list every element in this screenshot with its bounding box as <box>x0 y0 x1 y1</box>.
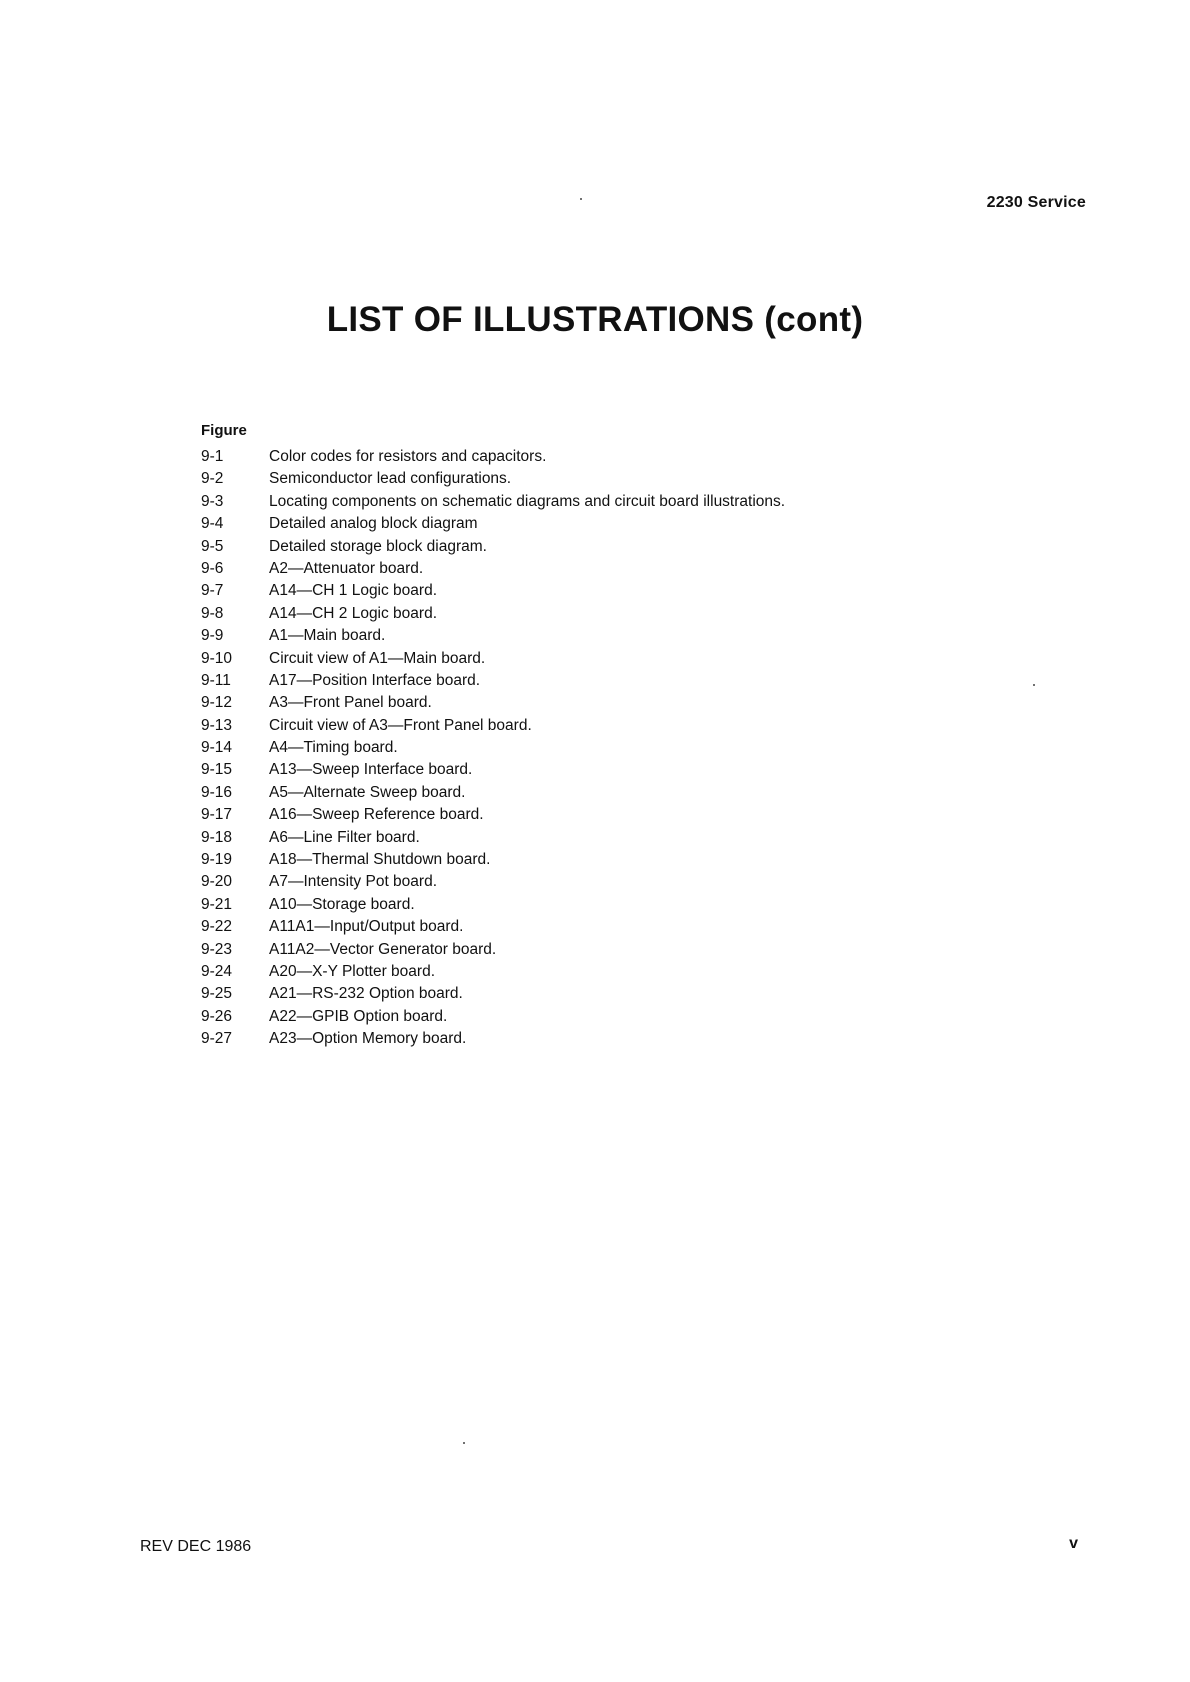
list-item <box>201 580 961 602</box>
figure-caption: A13—Sweep Interface board. <box>269 761 473 779</box>
figure-caption: A14—CH 1 Logic board. <box>269 582 438 600</box>
figure-number: 9-20 <box>201 873 233 891</box>
figure-number: 9-26 <box>201 1007 233 1025</box>
list-item <box>201 513 961 535</box>
figure-number: 9-25 <box>201 985 233 1003</box>
figure-caption: Circuit view of A1—Main board. <box>269 649 486 667</box>
figure-caption: A11A2—Vector Generator board. <box>269 940 497 958</box>
list-item <box>201 692 961 714</box>
figure-caption: Circuit view of A3—Front Panel board. <box>269 716 532 734</box>
list-item <box>201 558 961 580</box>
figure-number: 9-7 <box>201 582 224 600</box>
figure-number: 9-9 <box>201 627 224 645</box>
figure-number: 9-5 <box>201 537 224 555</box>
figure-number: 9-27 <box>201 1030 233 1048</box>
list-item <box>201 894 961 916</box>
figure-column-header: Figure <box>201 422 247 439</box>
figure-caption: A14—CH 2 Logic board. <box>269 604 438 622</box>
list-item <box>201 715 961 737</box>
figure-number: 9-14 <box>201 739 233 757</box>
page-title: LIST OF ILLUSTRATIONS (cont) <box>326 300 864 339</box>
list-item <box>201 939 961 961</box>
list-item <box>201 491 961 513</box>
illustrations-list <box>201 418 961 1051</box>
list-item <box>201 871 961 893</box>
list-item <box>201 446 961 468</box>
list-item <box>201 983 961 1005</box>
figure-caption: A7—Intensity Pot board. <box>269 873 438 891</box>
list-item <box>201 468 961 490</box>
figure-number: 9-6 <box>201 559 224 577</box>
figure-caption: Color codes for resistors and capacitors. <box>269 448 547 465</box>
list-item <box>201 827 961 849</box>
list-item <box>201 648 961 670</box>
list-item <box>201 536 961 558</box>
figure-caption: Locating components on schematic diagrams and circuit board illustrations. <box>269 492 786 510</box>
figure-caption: A2—Attenuator board. <box>269 559 424 577</box>
scan-speck <box>463 1442 465 1444</box>
list-item <box>201 804 961 826</box>
page-number: v <box>1069 1535 1078 1552</box>
figure-caption: Detailed storage block diagram. <box>269 537 487 555</box>
figure-number: 9-21 <box>201 895 233 913</box>
list-item <box>201 961 961 983</box>
figure-caption: A17—Position Interface board. <box>269 671 481 689</box>
list-item <box>201 782 961 804</box>
list-item <box>201 1006 961 1028</box>
figure-caption: A10—Storage board. <box>269 895 415 913</box>
figure-number: 9-2 <box>201 470 224 488</box>
figure-caption: A21—RS-232 Option board. <box>269 985 463 1003</box>
figure-number: 9-12 <box>201 694 233 712</box>
figure-items <box>201 446 961 1051</box>
list-item <box>201 737 961 759</box>
figure-number: 9-19 <box>201 851 233 869</box>
figure-number: 9-24 <box>201 962 233 980</box>
scan-speck <box>1033 684 1035 686</box>
manual-title: 2230 Service <box>986 194 1086 211</box>
figure-caption: A18—Thermal Shutdown board. <box>269 851 491 869</box>
figure-number: 9-22 <box>201 918 233 936</box>
list-item <box>201 849 961 871</box>
figure-caption: A22—GPIB Option board. <box>269 1007 448 1025</box>
figure-number: 9-15 <box>201 761 233 779</box>
list-item <box>201 1028 961 1050</box>
figure-caption: A11A1—Input/Output board. <box>269 918 464 936</box>
figure-caption: A5—Alternate Sweep board. <box>269 783 466 801</box>
figure-number: 9-8 <box>201 604 224 622</box>
revision-date: REV DEC 1986 <box>140 1538 252 1555</box>
figure-number: 9-1 <box>201 448 224 465</box>
figure-caption: A20—X-Y Plotter board. <box>269 962 435 980</box>
list-item <box>201 625 961 647</box>
figure-caption: A1—Main board. <box>269 627 386 645</box>
figure-caption: A3—Front Panel board. <box>269 694 432 712</box>
figure-number: 9-13 <box>201 716 233 734</box>
figure-number: 9-11 <box>201 671 231 689</box>
list-item <box>201 916 961 938</box>
scan-speck <box>580 198 582 200</box>
figure-caption: A6—Line Filter board. <box>269 828 420 846</box>
figure-number: 9-23 <box>201 940 233 958</box>
figure-caption: A16—Sweep Reference board. <box>269 806 484 824</box>
figure-caption: A23—Option Memory board. <box>269 1030 467 1048</box>
figure-number: 9-16 <box>201 783 233 801</box>
list-item <box>201 670 961 692</box>
list-item <box>201 759 961 781</box>
figure-caption: Detailed analog block diagram <box>269 515 478 533</box>
figure-number: 9-10 <box>201 649 233 667</box>
figure-caption: A4—Timing board. <box>269 739 398 757</box>
figure-number: 9-17 <box>201 806 233 824</box>
figure-number: 9-4 <box>201 515 224 533</box>
list-item <box>201 603 961 625</box>
figure-number: 9-3 <box>201 492 224 510</box>
figure-caption: Semiconductor lead configurations. <box>269 470 512 488</box>
figure-number: 9-18 <box>201 828 233 846</box>
